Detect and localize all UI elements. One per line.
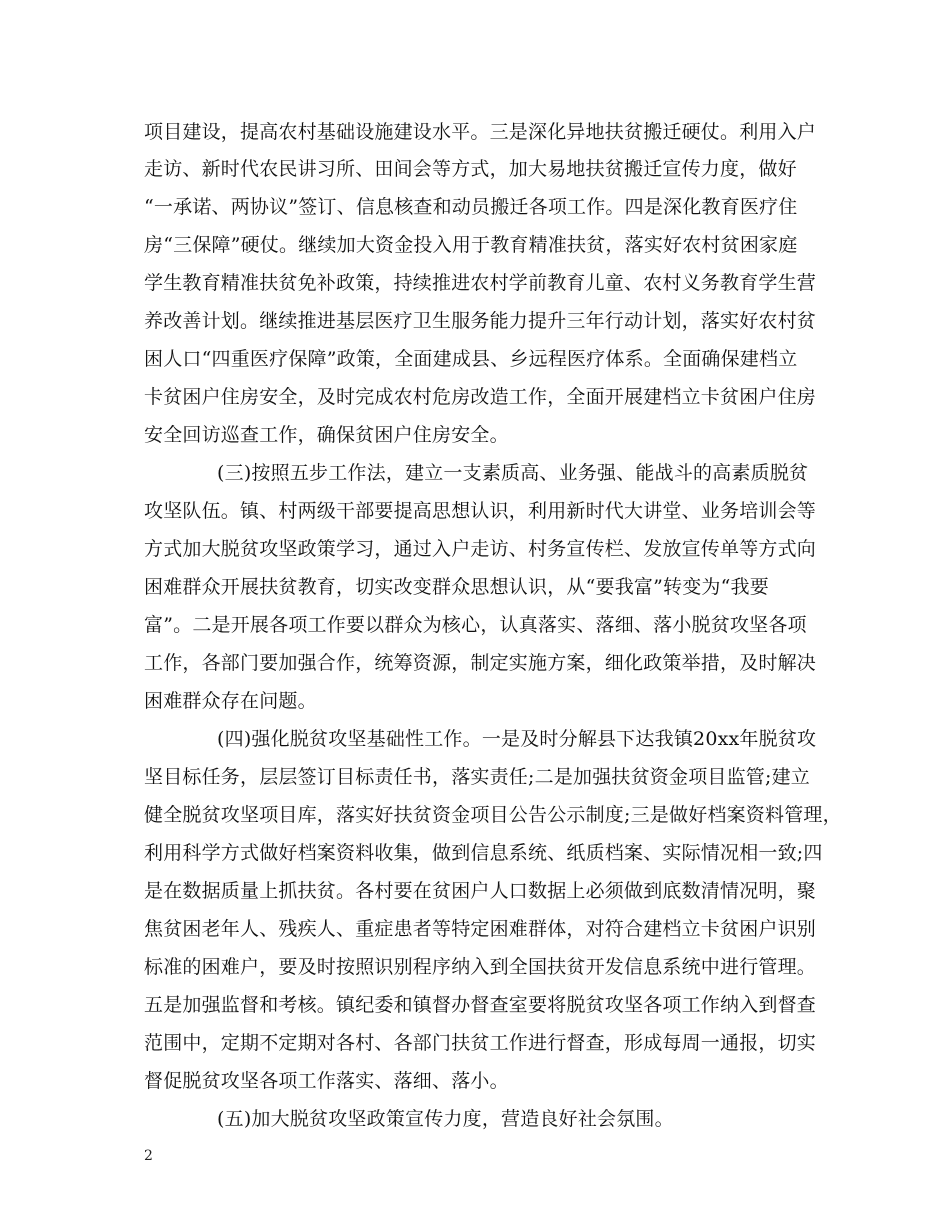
text-line: 富”。二是开展各项工作要以群众为核心，认真落实、落细、落小脱贫攻坚各项 bbox=[144, 614, 807, 636]
text-line: 工作，各部门要加强合作，统筹资源，制定实施方案，细化政策举措，及时解决 bbox=[144, 652, 817, 674]
text-line: 攻坚队伍。镇、村两级干部要提高思想认识，利用新时代大讲堂、业务培训会等 bbox=[144, 500, 817, 522]
text-line: 项目建设，提高农村基础设施建设水平。三是深化异地扶贫搬迁硬仗。利用入户 bbox=[144, 121, 817, 143]
section-three-heading-line: (三)按照五步工作法，建立一支素质高、业务强、能战斗的高素质脱贫 bbox=[217, 462, 809, 484]
text-line: 是在数据质量上抓扶贫。各村要在贫困户人口数据上必须做到底数清情况明，聚 bbox=[144, 880, 817, 902]
text-line: 走访、新时代农民讲习所、田间会等方式，加大易地扶贫搬迁宣传力度，做好 bbox=[144, 158, 797, 180]
text-line: 利用科学方式做好档案资料收集，做到信息系统、纸质档案、实际情况相一致;四 bbox=[144, 842, 823, 864]
text-line: 方式加大脱贫攻坚政策学习，通过入户走访、村务宣传栏、发放宣传单等方式向 bbox=[144, 538, 817, 560]
text-line: 范围中，定期不定期对各村、各部门扶贫工作进行督查，形成每周一通报，切实 bbox=[144, 1032, 817, 1054]
text-line: 困人口“四重医疗保障”政策，全面建成县、乡远程医疗体系。全面确保建档立 bbox=[144, 348, 798, 370]
section-five-heading-line: (五)加大脱贫攻坚政策宣传力度，营造良好社会氛围。 bbox=[217, 1108, 674, 1130]
text-line: 困难群众存在问题。 bbox=[144, 690, 317, 712]
text-line: “一承诺、两协议”签订、信息核查和动员搬迁各项工作。四是深化教育医疗住 bbox=[144, 196, 798, 218]
text-line: 学生教育精准扶贫免补政策，持续推进农村学前教育儿童、农村义务教育学生营 bbox=[144, 272, 817, 294]
text-line: 房“三保障”硬仗。继续加大资金投入用于教育精准扶贫，落实好农村贫困家庭 bbox=[144, 234, 798, 256]
text-line: 困难群众开展扶贫教育，切实改变群众思想认识，从“要我富”转变为“我要 bbox=[144, 576, 769, 598]
text-line: 安全回访巡查工作，确保贫困户住房安全。 bbox=[144, 424, 509, 446]
text-line: 卡贫困户住房安全，及时完成农村危房改造工作，全面开展建档立卡贫困户住房 bbox=[144, 386, 817, 408]
text-line: 养改善计划。继续推进基层医疗卫生服务能力提升三年行动计划，落实好农村贫 bbox=[144, 310, 817, 332]
text-line: 标准的困难户，要及时按照识别程序纳入到全国扶贫开发信息系统中进行管理。 bbox=[144, 956, 817, 978]
text-line: 坚目标任务，层层签订目标责任书，落实责任;二是加强扶贫资金项目监管;建立 bbox=[144, 766, 811, 788]
text-line: 督促脱贫攻坚各项工作落实、落细、落小。 bbox=[144, 1070, 509, 1092]
text-line: 健全脱贫攻坚项目库，落实好扶贫资金项目公告公示制度;三是做好档案资料管理， bbox=[144, 804, 842, 826]
section-four-heading-line: (四)强化脱贫攻坚基础性工作。一是及时分解县下达我镇20xx年脱贫攻 bbox=[217, 728, 817, 750]
page-number: 2 bbox=[144, 1148, 153, 1164]
text-line: 焦贫困老年人、残疾人、重症患者等特定困难群体，对符合建档立卡贫困户识别 bbox=[144, 918, 817, 940]
text-line: 五是加强监督和考核。镇纪委和镇督办督查室要将脱贫攻坚各项工作纳入到督查 bbox=[144, 994, 817, 1016]
